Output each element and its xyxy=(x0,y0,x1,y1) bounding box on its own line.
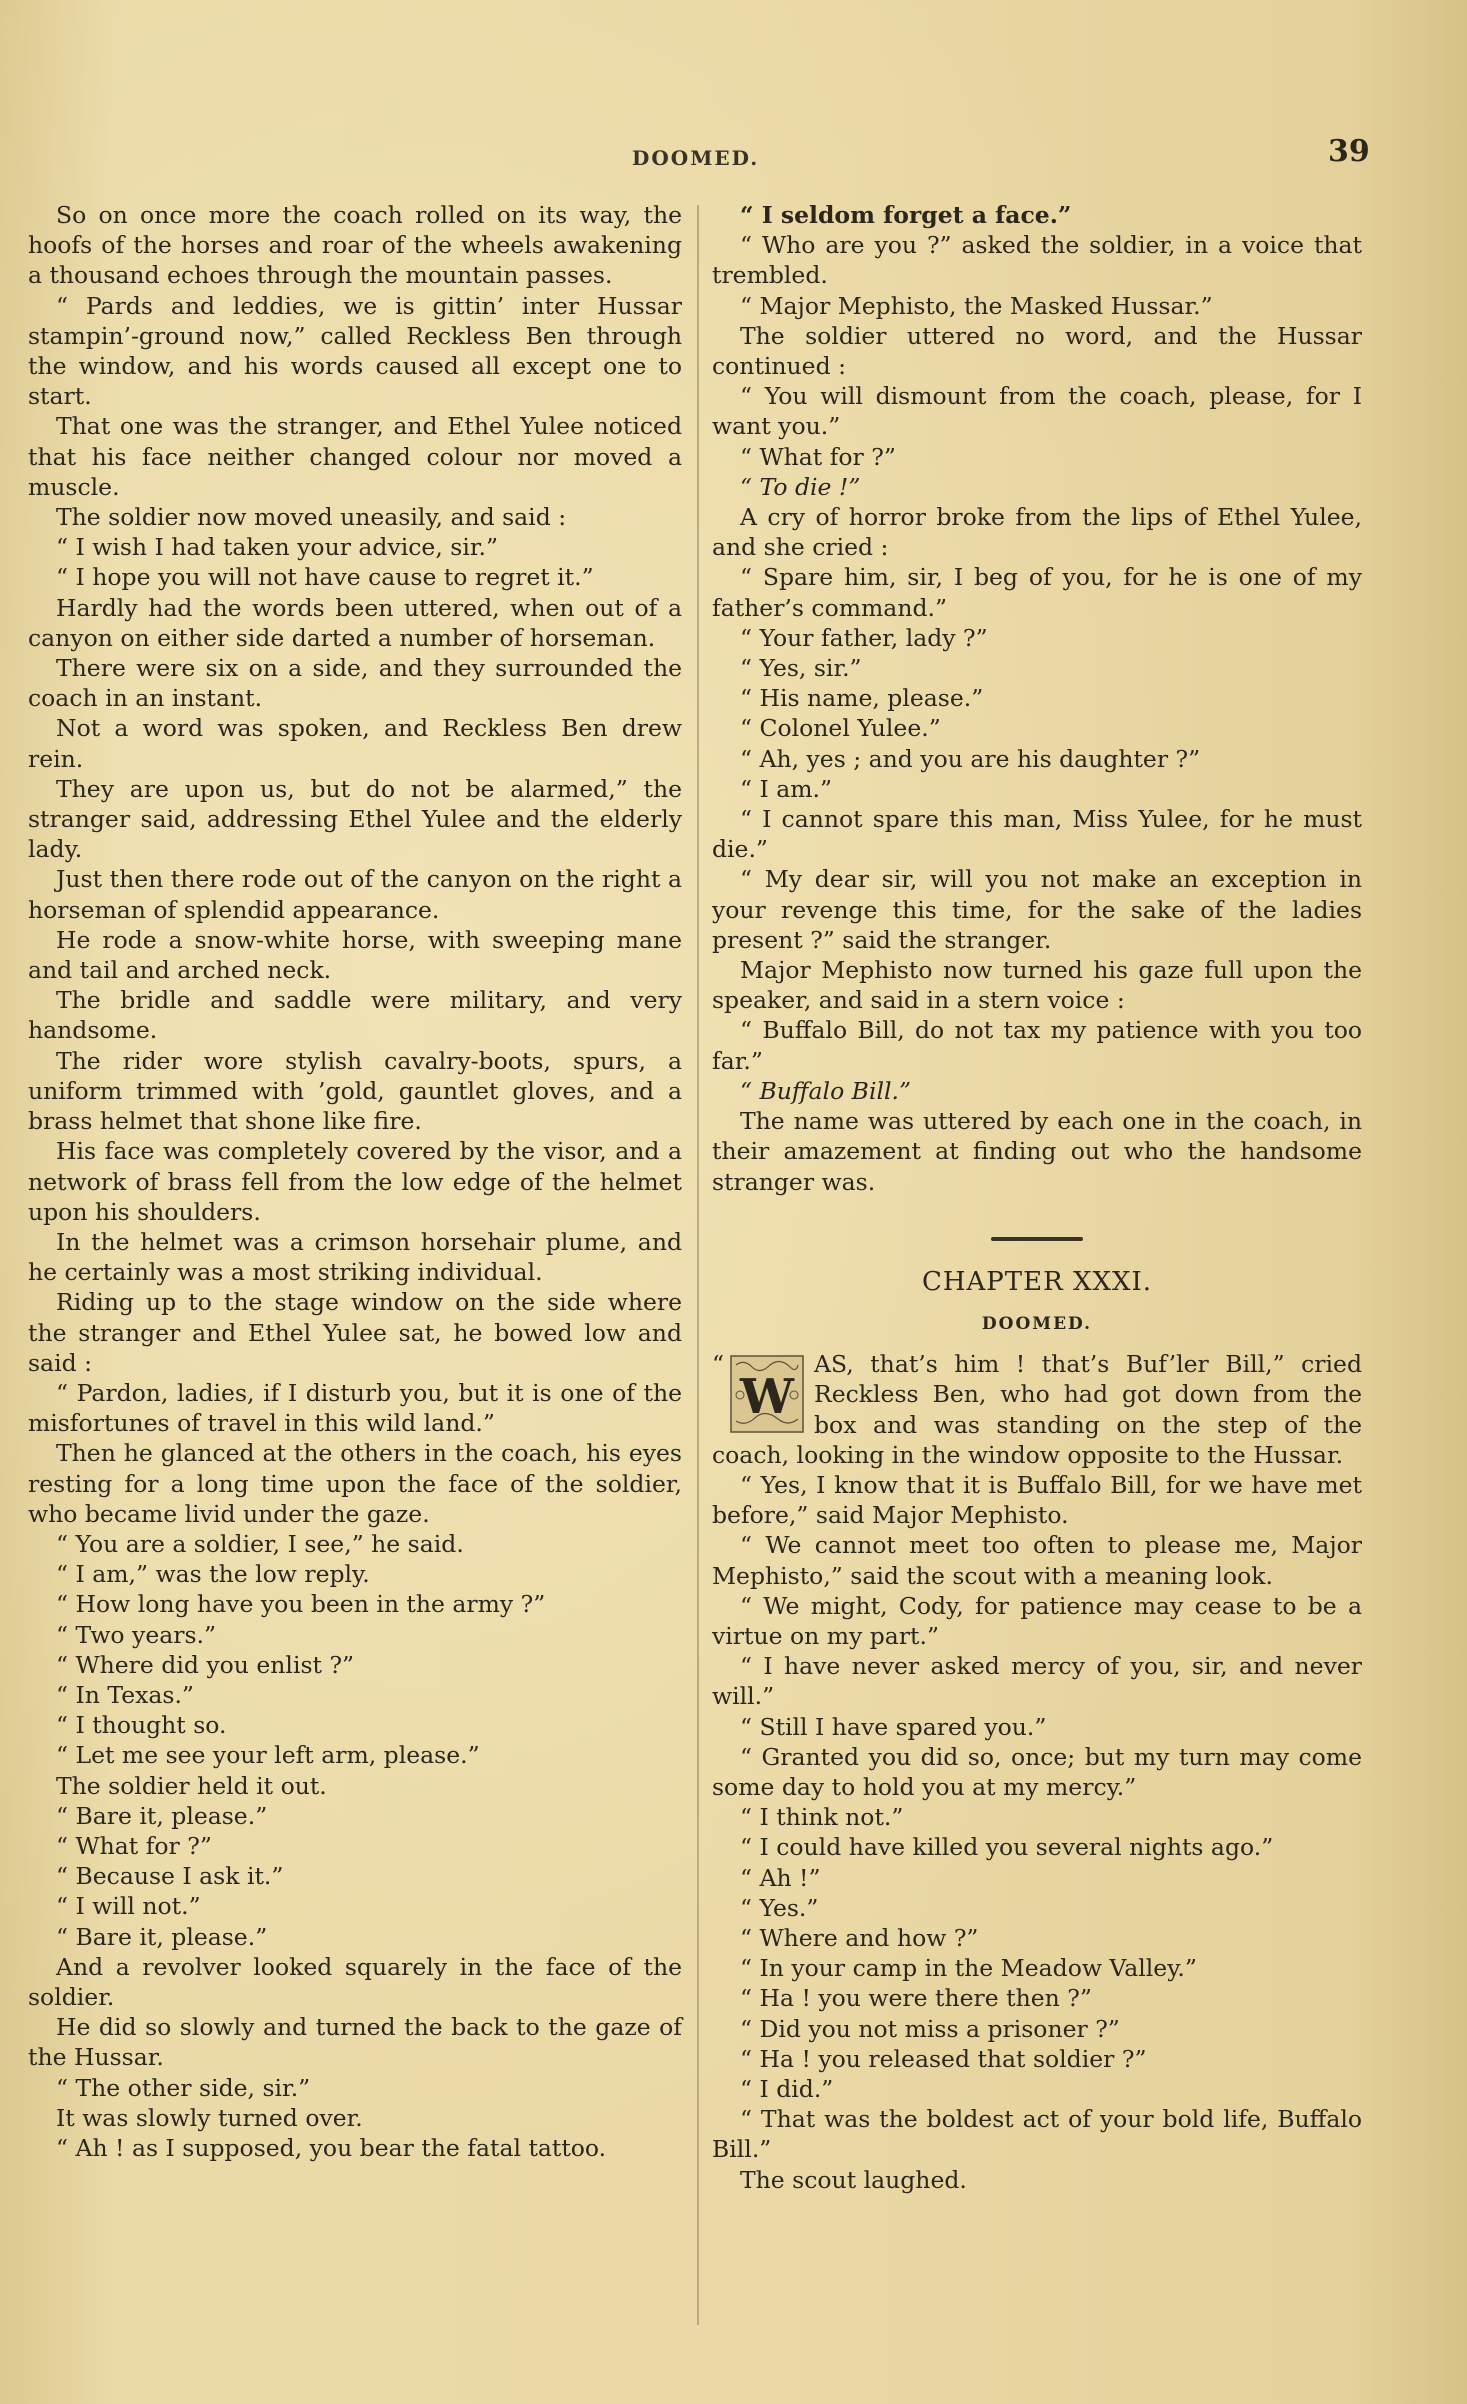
paragraph: There were six on a side, and they surrounded the coach in an instant. xyxy=(28,654,682,713)
paragraph: He did so slowly and turned the back to the gaze of the Hussar. xyxy=(28,2013,682,2072)
paragraph: Hardly had the words been uttered, when out of a canyon on either side darted a number of horseman. xyxy=(28,593,682,652)
paragraph: “ We cannot meet too often to please me, Major Mephisto,” said the scout with a meaning look. xyxy=(712,1531,1362,1590)
paragraph: Not a word was spoken, and Reckless Ben drew rein. xyxy=(28,714,682,773)
paragraph: “ I did.” xyxy=(740,2074,834,2103)
paragraph: The scout laughed. xyxy=(740,2165,967,2194)
paragraph: “ We might, Cody, for patience may cease to be a virtue on my part.” xyxy=(712,1591,1362,1650)
paragraph: “ The other side, sir.” xyxy=(56,2073,311,2102)
paragraph: “ Where did you enlist ?” xyxy=(56,1650,355,1679)
paragraph: “ You are a soldier, I see,” he said. xyxy=(56,1529,464,1558)
paragraph: The soldier held it out. xyxy=(56,1771,327,1800)
paragraph: “ I have never asked mercy of you, sir, and never will.” xyxy=(712,1652,1362,1711)
paragraph: “ I am.” xyxy=(740,774,833,803)
svg-text:W: W xyxy=(740,1369,794,1426)
paragraph: “ Let me see your left arm, please.” xyxy=(56,1741,480,1770)
paragraph: “ Yes, sir.” xyxy=(740,654,862,683)
paragraph: The rider wore stylish cavalry-boots, spurs, a uniform trimmed with ’gold, gauntlet gloves, and a brass helmet that shone like fire. xyxy=(28,1046,682,1136)
paragraph: He rode a snow-white horse, with sweeping mane and tail and arched neck. xyxy=(28,925,682,985)
paragraph: “ Yes, I know that it is Buffalo Bill, for we have met before,” said Major Mephisto. xyxy=(712,1470,1362,1530)
paragraph: His face was completely covered by the visor, and a network of brass fell from the low edge of the helmet upon his shoulders. xyxy=(28,1137,682,1226)
page-number: 39 xyxy=(1328,134,1370,169)
paragraph: “ I seldom forget a face.” xyxy=(740,201,1072,229)
running-title: DOOMED. xyxy=(632,146,760,170)
paragraph: “ Where and how ?” xyxy=(740,1923,979,1952)
paragraph: “ Buffalo Bill.” xyxy=(740,1076,911,1105)
paragraph: “ Ha ! you released that soldier ?” xyxy=(740,2044,1147,2073)
paragraph: “ I thought so. xyxy=(56,1711,227,1740)
paragraph: “ Ha ! you were there then ?” xyxy=(740,1984,1092,2013)
paragraph: “ Buffalo Bill, do not tax my patience with you too far.” xyxy=(712,1016,1362,1075)
paragraph: “ Colonel Yulee.” xyxy=(740,714,941,743)
paragraph: Then he glanced at the others in the coach, his eyes resting for a long time upon the face of the soldier, who became livid under the gaze. xyxy=(28,1439,682,1528)
section-rule xyxy=(991,1237,1083,1241)
paragraph: The soldier now moved uneasily, and said : xyxy=(56,503,567,532)
paragraph: “ What for ?” xyxy=(740,442,896,471)
paragraph: “ Two years.” xyxy=(56,1620,217,1649)
paragraph: Just then there rode out of the canyon on the right a horseman of splendid appearance. xyxy=(28,865,682,924)
paragraph: Riding up to the stage window on the side where the stranger and Ethel Yulee sat, he bowed low and said : xyxy=(28,1288,682,1377)
paragraph: Major Mephisto now turned his gaze full upon the speaker, and said in a stern voice : xyxy=(712,956,1362,1015)
paragraph: “ You will dismount from the coach, please, for I want you.” xyxy=(712,382,1362,441)
paragraph: “ To die !” xyxy=(740,472,861,501)
paragraph: So on once more the coach rolled on its way, the hoofs of the horses and roar of the wheels awakening a thousand echoes through the mountain passes. xyxy=(28,201,682,290)
paragraph: “ Granted you did so, once; but my turn may come some day to hold you at my mercy.” xyxy=(712,1742,1362,1801)
paragraph: “ That was the boldest act of your bold life, Buffalo Bill.” xyxy=(712,2105,1362,2164)
paragraph: “ In your camp in the Meadow Valley.” xyxy=(740,1954,1197,1983)
paragraph: “ Ah, yes ; and you are his daughter ?” xyxy=(740,744,1201,773)
paragraph: That one was the stranger, and Ethel Yulee noticed that his face neither changed colour nor moved a muscle. xyxy=(28,412,682,501)
paragraph: “ Ah ! as I supposed, you bear the fatal tattoo. xyxy=(56,2134,607,2162)
paragraph: The name was uttered by each one in the coach, in their amazement at finding out who the handsome stranger was. xyxy=(712,1107,1362,1196)
left-column xyxy=(28,200,682,2163)
paragraph: It was slowly turned over. xyxy=(56,2103,363,2132)
column-divider xyxy=(697,205,699,2325)
paragraph: “ My dear sir, will you not make an exception in your revenge this time, for the sake of the ladies present ?” said the stranger. xyxy=(712,865,1362,954)
paragraph: And a revolver looked squarely in the face of the soldier. xyxy=(28,1952,682,2011)
paragraph: In the helmet was a crimson horsehair plume, and he certainly was a most striking individual. xyxy=(28,1227,682,1287)
paragraph: “ What for ?” xyxy=(56,1831,212,1860)
paragraph: “ Your father, lady ?” xyxy=(740,623,988,652)
paragraph: “ Yes.” xyxy=(740,1893,819,1922)
paragraph: The soldier uttered no word, and the Hussar continued : xyxy=(712,321,1362,381)
opening-quote: “ xyxy=(712,1350,725,1379)
paragraph: “ I could have killed you several nights ago.” xyxy=(740,1833,1274,1862)
paragraph: “ Because I ask it.” xyxy=(56,1862,284,1891)
chapter-title: CHAPTER XXXI. xyxy=(921,1266,1153,1297)
paragraph: “ I cannot spare this man, Miss Yulee, for he must die.” xyxy=(712,805,1362,864)
paragraph: “ Bare it, please.” xyxy=(56,1801,268,1830)
paragraph: They are upon us, but do not be alarmed,” the stranger said, addressing Ethel Yulee and the elderly lady. xyxy=(28,774,682,864)
paragraph: “ Pards and leddies, we is gittin’ inter Hussar stampin’-ground now,” called Reckless Ben through the window, and his words caused all except one to start. xyxy=(28,291,682,411)
paragraph: “ Still I have spared you.” xyxy=(740,1712,1047,1741)
paragraph: “ Bare it, please.” xyxy=(56,1922,268,1951)
paragraph: “ I am,” was the low reply. xyxy=(56,1560,370,1589)
paragraph: “ Who are you ?” asked the soldier, in a voice that trembled. xyxy=(712,231,1362,290)
chapter-opening-paragraph xyxy=(712,1349,1362,1470)
paragraph: “ I wish I had taken your advice, sir.” xyxy=(56,533,498,562)
paragraph: “ His name, please.” xyxy=(740,684,984,713)
paragraph: “ In Texas.” xyxy=(56,1680,194,1709)
paragraph: “ Spare him, sir, I beg of you, for he is one of my father’s command.” xyxy=(712,563,1362,622)
paragraph: “ I hope you will not have cause to regret it.” xyxy=(56,563,594,592)
chapter-subtitle: DOOMED. xyxy=(981,1313,1093,1334)
paragraph: A cry of horror broke from the lips of Ethel Yulee, and she cried : xyxy=(712,503,1362,562)
paragraph: “ Ah !” xyxy=(740,1863,821,1892)
chapter-opening-text: AS, that’s him ! that’s Buf’ler Bill,” cried Reckless Ben, who had got down from the box and was standing on the step of the coach, looking in the window opposite to the Hussar. xyxy=(712,1350,1362,1469)
decorative-drop-cap xyxy=(730,1355,804,1433)
right-column xyxy=(712,200,1362,2195)
paragraph: The bridle and saddle were military, and very handsome. xyxy=(28,986,682,1045)
paragraph: “ Pardon, ladies, if I disturb you, but it is one of the misfortunes of travel in this wild land.” xyxy=(28,1378,682,1438)
paragraph: “ How long have you been in the army ?” xyxy=(56,1590,546,1619)
paragraph: “ Did you not miss a prisoner ?” xyxy=(740,2014,1120,2043)
paragraph: “ I think not.” xyxy=(740,1803,904,1832)
paragraph: “ Major Mephisto, the Masked Hussar.” xyxy=(740,291,1213,320)
paragraph: “ I will not.” xyxy=(56,1892,201,1921)
